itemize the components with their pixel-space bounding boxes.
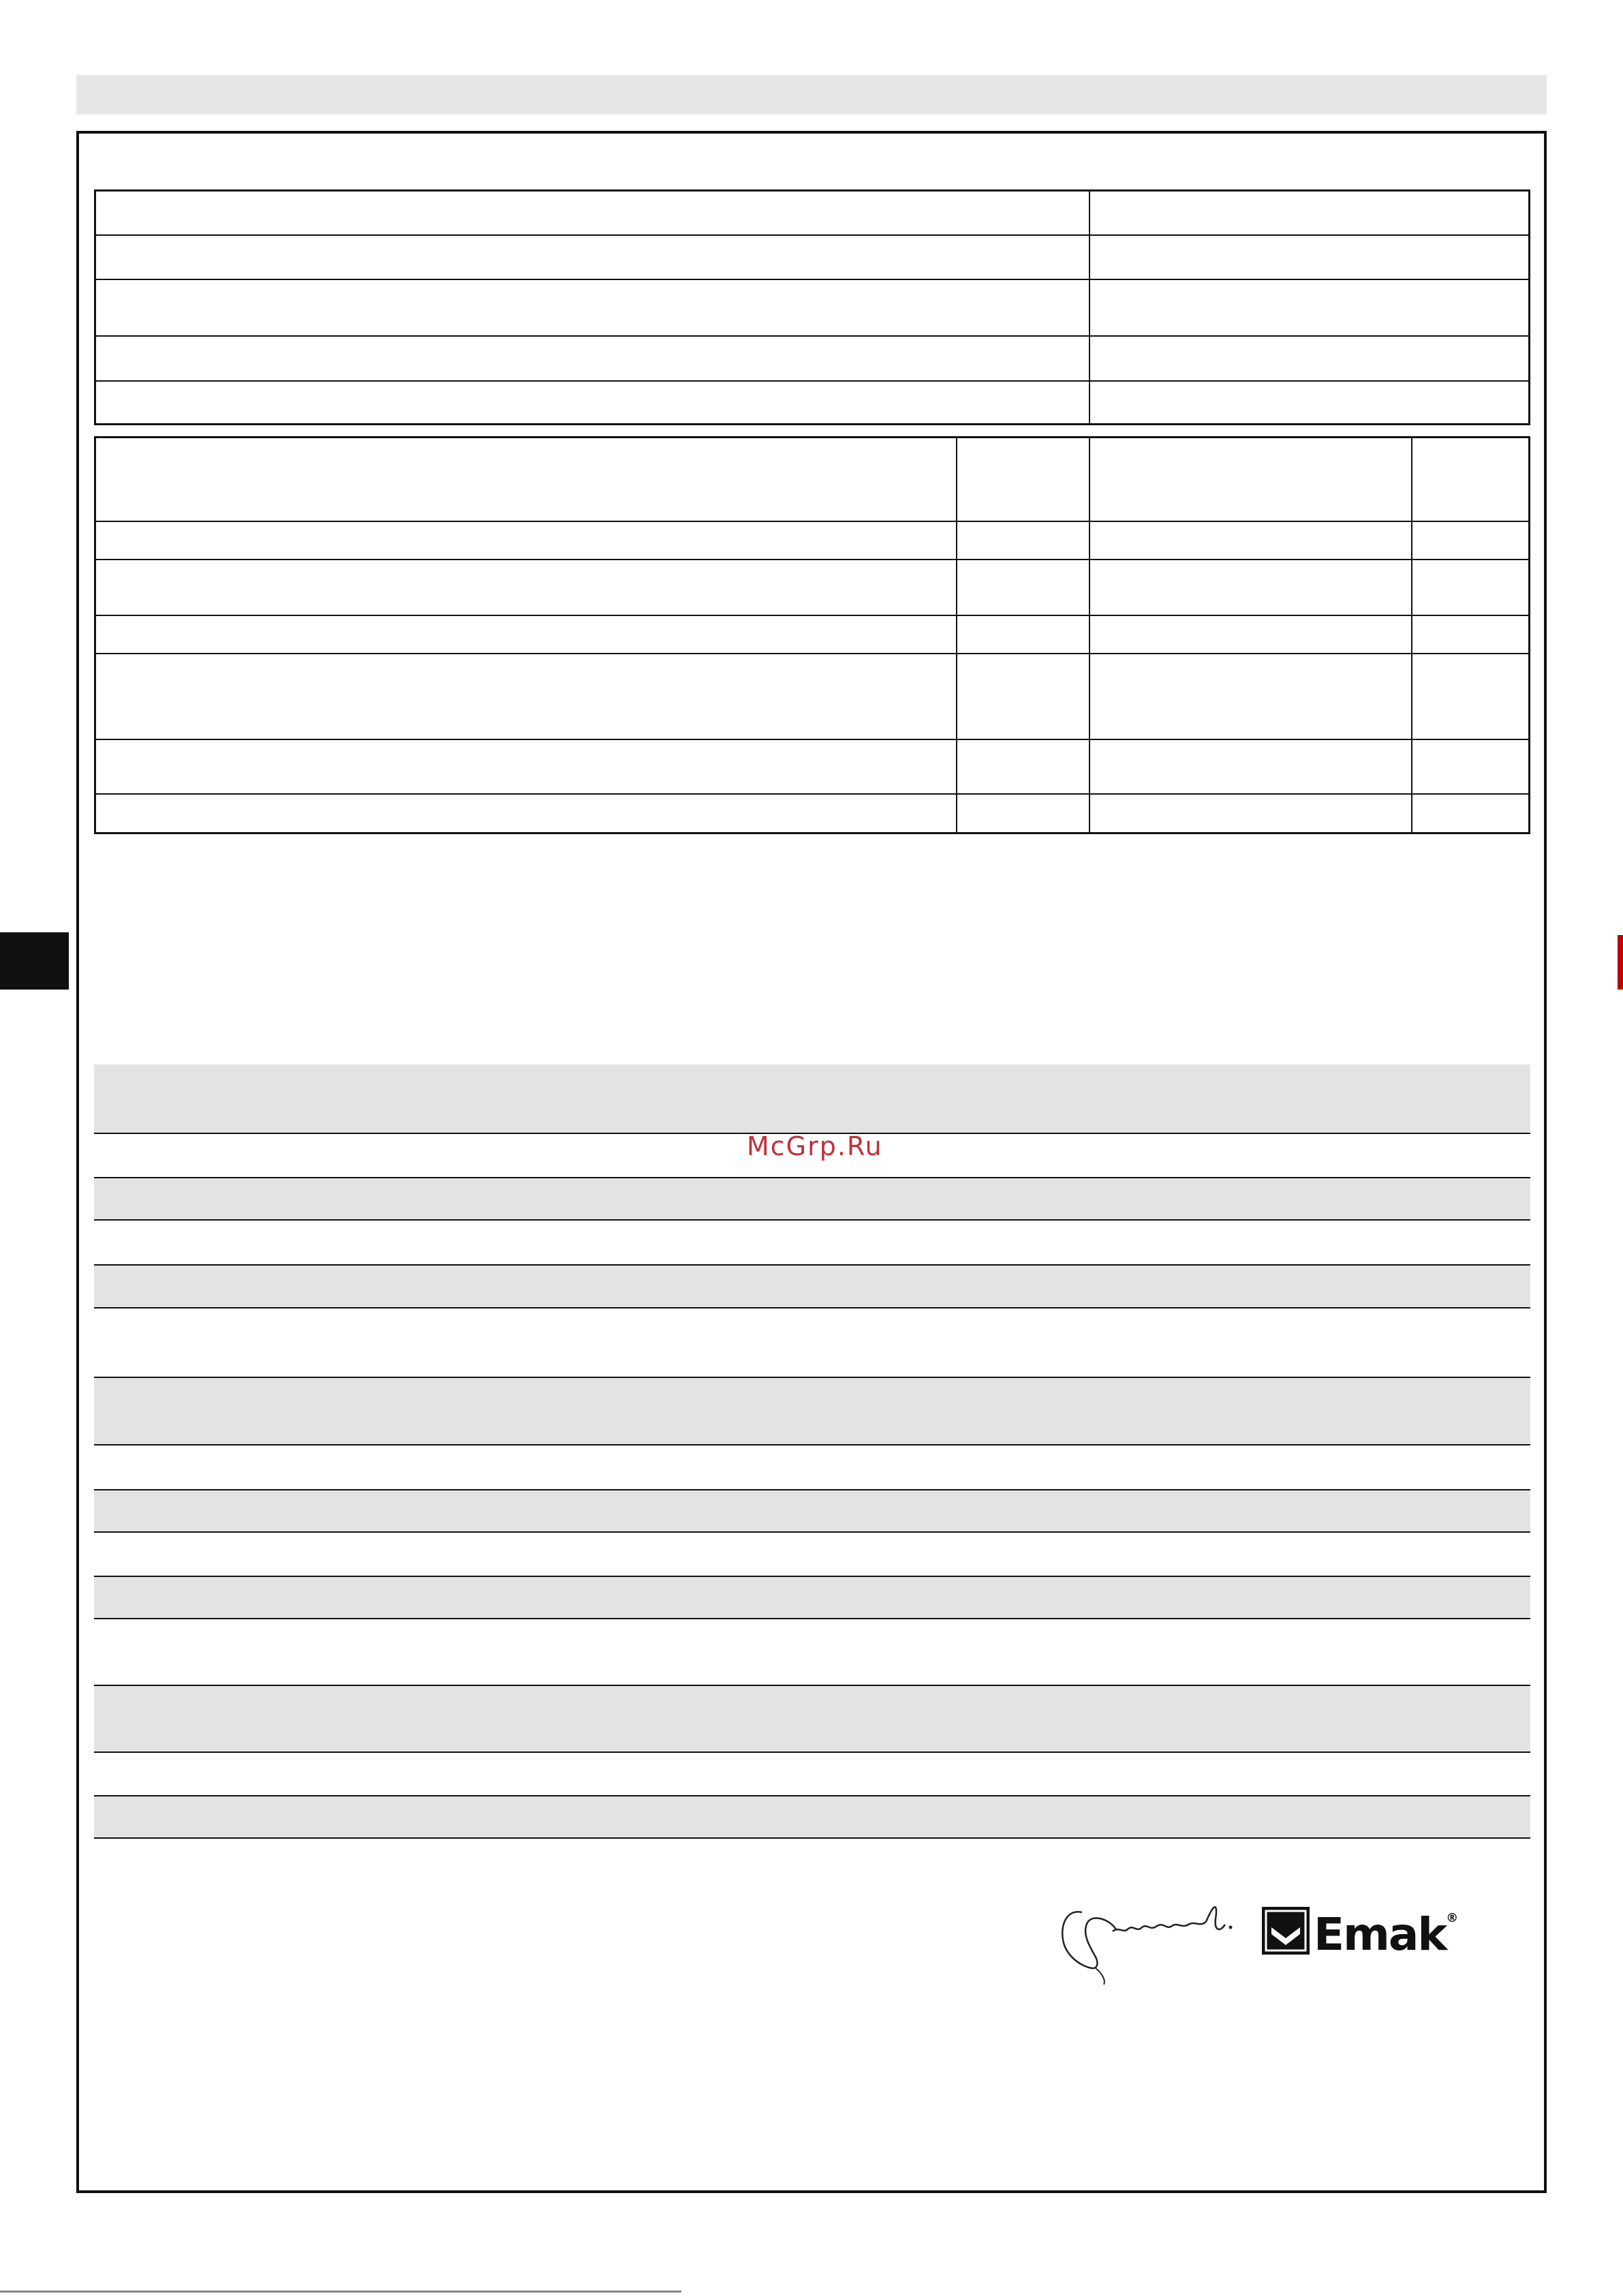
spec-row-band [94, 1065, 1530, 1133]
spec-row-band [94, 1264, 1530, 1307]
spec-row-band [94, 1377, 1530, 1444]
edge-marker [1618, 935, 1623, 990]
spec-row-divider [94, 1489, 1530, 1490]
spec-table-1 [94, 189, 1530, 425]
spec-row-divider [94, 1618, 1530, 1619]
spec-row-divider [94, 1177, 1530, 1178]
bottom-strip [0, 2291, 681, 2293]
signature-image [1055, 1892, 1259, 1987]
spec-row-divider [94, 1444, 1530, 1445]
registered-mark: ® [1446, 1911, 1457, 1925]
header-bar [76, 75, 1547, 114]
emak-logo-icon [1262, 1907, 1310, 1955]
spec-row-divider [94, 1377, 1530, 1378]
table-row-divider [94, 279, 1530, 280]
table-row-divider [94, 793, 1530, 795]
spec-row-band [94, 1576, 1530, 1618]
spec-row-band [94, 1489, 1530, 1531]
spec-row-band [94, 1177, 1530, 1219]
spec-row-divider [94, 1264, 1530, 1266]
spec-row-band [94, 1685, 1530, 1751]
table-col-divider [1089, 436, 1090, 834]
table-row-divider [94, 615, 1530, 616]
table-row-divider [94, 521, 1530, 522]
spec-row-divider [94, 1837, 1530, 1839]
spec-row-divider [94, 1531, 1530, 1533]
table-col-divider [1411, 436, 1412, 834]
spec-row-divider [94, 1751, 1530, 1753]
table-col-divider [956, 436, 957, 834]
spec-row-divider [94, 1685, 1530, 1686]
spec-row-divider [94, 1576, 1530, 1577]
table-row-divider [94, 653, 1530, 654]
table-row-divider [94, 335, 1530, 337]
spec-table-2 [94, 436, 1530, 834]
table-row-divider [94, 380, 1530, 382]
spec-row-divider [94, 1795, 1530, 1796]
brand-name-text: Emak [1314, 1908, 1447, 1961]
table-row-divider [94, 739, 1530, 740]
watermark-text: McGrp.Ru [747, 1131, 883, 1161]
spec-row-divider [94, 1307, 1530, 1308]
emak-logo [1262, 1907, 1310, 1955]
table-row-divider [94, 559, 1530, 560]
table-col-divider [1089, 189, 1090, 425]
section-tab [0, 932, 69, 990]
table-row-divider [94, 234, 1530, 236]
brand-name [1314, 1908, 1457, 1961]
spec-row-band [94, 1795, 1530, 1837]
spec-row-divider [94, 1219, 1530, 1221]
